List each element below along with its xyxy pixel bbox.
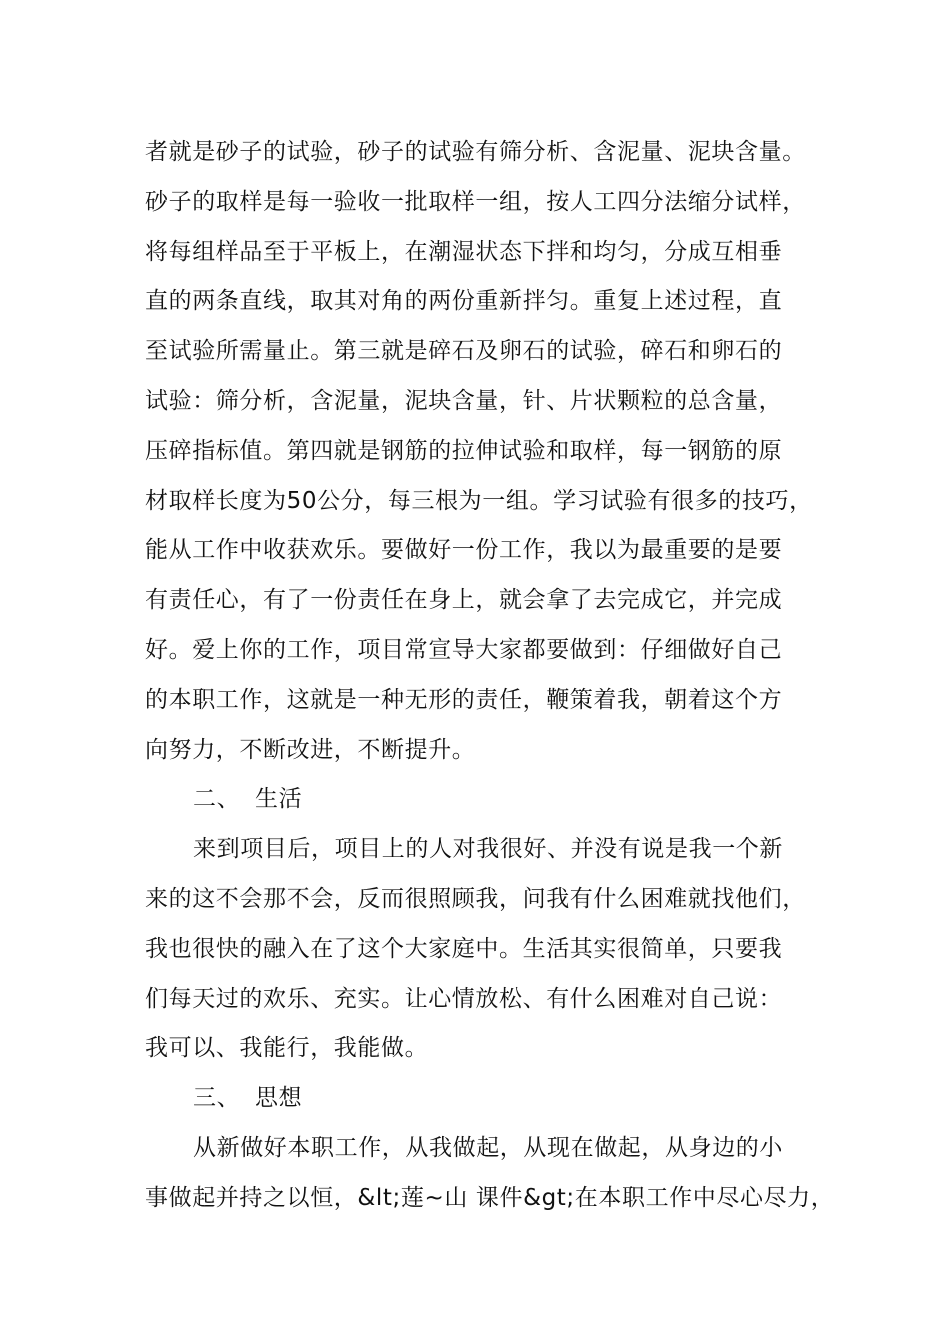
paragraph-first-line: 来到项目后，项目上的人对我很好、并没有说是我一个新	[193, 836, 783, 863]
text-line: 来的这不会那不会，反而很照顾我，问我有什么困难就找他们，	[145, 885, 806, 912]
text-line: 砂子的取样是每一验收一批取样一组，按人工四分法缩分试样，	[145, 188, 806, 215]
section-number: 二、	[193, 786, 241, 813]
text-line: 有责任心，有了一份责任在身上，就会拿了去完成它，并完成	[145, 587, 783, 614]
text-line: 能从工作中收获欢乐。要做好一份工作，我以为最重要的是要	[145, 537, 783, 564]
section-heading-thought	[145, 1074, 835, 1124]
section-number: 三、	[193, 1085, 241, 1112]
text-line: 将每组样品至于平板上，在潮湿状态下拌和均匀，分成互相垂	[145, 238, 783, 265]
section-title: 生活	[255, 786, 303, 813]
text-line: 好。爱上你的工作，项目常宣导大家都要做到：仔细做好自己	[145, 636, 783, 663]
text-line: 的本职工作，这就是一种无形的责任，鞭策着我，朝着这个方	[145, 686, 783, 713]
body-text	[145, 128, 835, 1224]
text-line: 我可以、我能行，我能做。	[145, 1035, 429, 1062]
text-line: 直的两条直线，取其对角的两份重新拌匀。重复上述过程，直	[145, 288, 783, 315]
text-line: 材取样长度为50公分，每三根为一组。学习试验有很多的技巧，	[145, 487, 813, 514]
section-title: 思想	[255, 1085, 303, 1112]
text-line: 压碎指标值。第四就是钢筋的拉伸试验和取样，每一钢筋的原	[145, 437, 783, 464]
section-heading-life	[145, 775, 835, 825]
text-line: 我也很快的融入在了这个大家庭中。生活其实很简单，只要我	[145, 935, 783, 962]
text-line: 向努力，不断改进，不断提升。	[145, 736, 476, 763]
paragraph-first-line: 从新做好本职工作，从我做起，从现在做起，从身边的小	[193, 1134, 783, 1161]
text-line: 至试验所需量止。第三就是碎石及卵石的试验，碎石和卵石的	[145, 338, 783, 365]
text-line: 者就是砂子的试验，砂子的试验有筛分析、含泥量、泥块含量。	[145, 139, 806, 165]
text-line: 试验：筛分析，含泥量，泥块含量，针、片状颗粒的总含量，	[145, 387, 783, 414]
text-line: 事做起并持之以恒，&lt;莲~山 课件&gt;在本职工作中尽心尽力，	[145, 1184, 835, 1211]
text-line: 们每天过的欢乐、充实。让心情放松、有什么困难对自己说：	[145, 985, 783, 1012]
